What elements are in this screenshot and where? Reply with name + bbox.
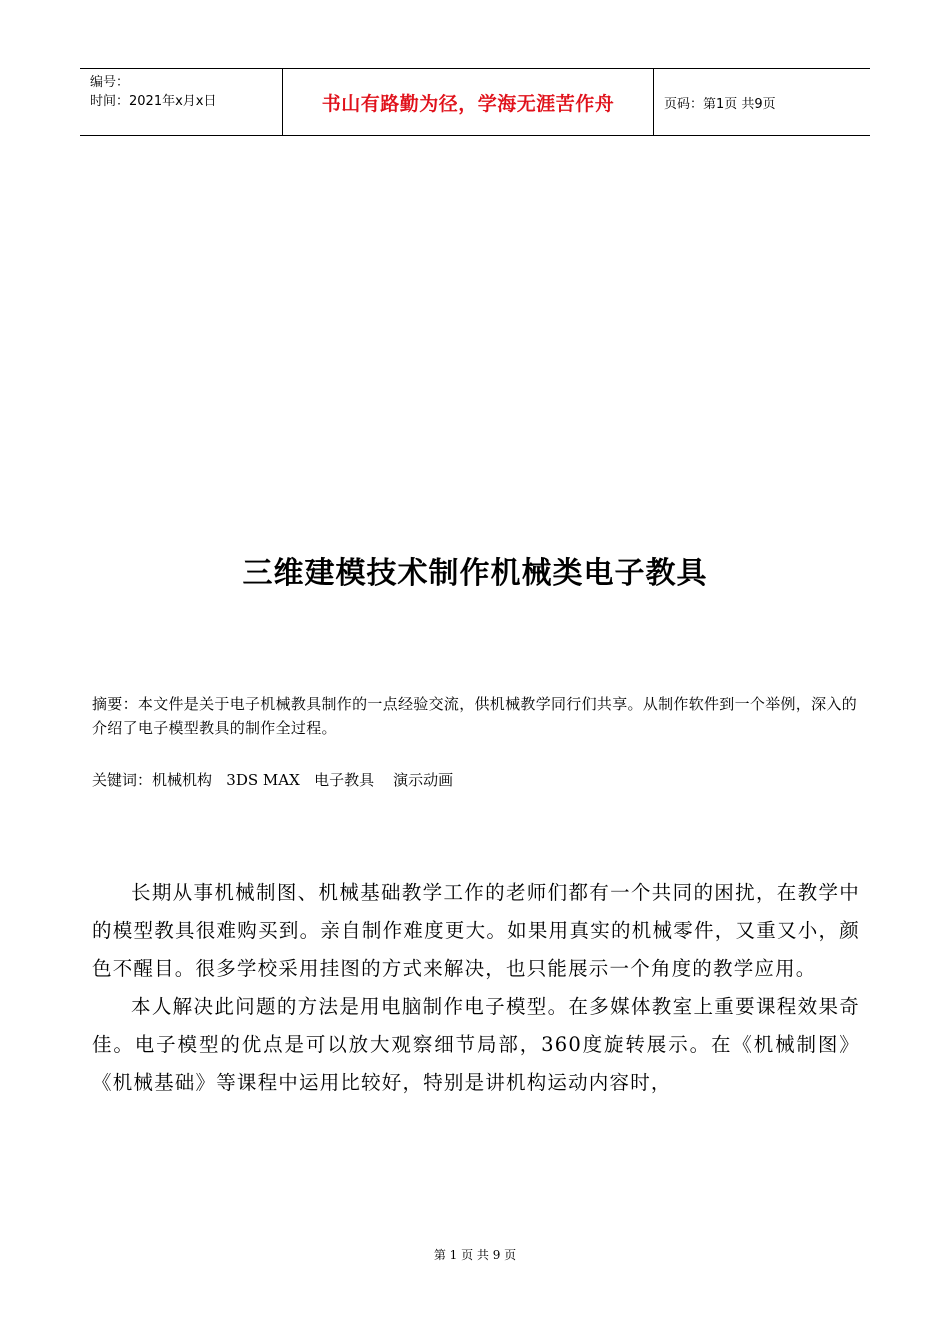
document-number-label: 编号： xyxy=(90,75,130,90)
abstract-paragraph: 摘要：本文件是关于电子机械教具制作的一点经验交流，供机械教学同行们共享。从制作软件到一个举例，深入的介绍了电子模型教具的制作全过程。 xyxy=(92,695,858,737)
body-paragraph: 长期从事机械制图、机械基础教学工作的老师们都有一个共同的困扰，在教学中的模型教具很难购买到。亲自制作难度更大。如果用真实的机械零件，又重又小，颜色不醒目。很多学校采用挂图的方式来解决，也只能展示一个角度的教学应用。 xyxy=(92,881,860,980)
header-motto: 书山有路勤为径，学海无涯苦作舟 xyxy=(321,92,615,115)
document-body xyxy=(92,874,860,1102)
keywords-line: 关键词：机械机构 3DS MAX 电子教具 演示动画 xyxy=(92,771,454,789)
header-meta-cell xyxy=(80,69,282,135)
header-page-cell xyxy=(654,69,870,135)
document-date-label: 时间：2021年x月x日 xyxy=(90,94,217,109)
document-title: 三维建模技术制作机械类电子教具 xyxy=(242,556,708,591)
header-page-info: 页码：第1页 共9页 xyxy=(664,96,776,112)
document-header xyxy=(80,68,870,136)
body-paragraph: 本人解决此问题的方法是用电脑制作电子模型。在多媒体教室上重要课程效果奇佳。电子模型的优点是可以放大观察细节局部，360度旋转展示。在《机械制图》《机械基础》等课程中运用比较好，特别是讲机构运动内容时， xyxy=(92,995,860,1094)
header-motto-cell xyxy=(282,69,654,135)
page-footer: 第 1 页 共 9 页 xyxy=(433,1248,517,1262)
